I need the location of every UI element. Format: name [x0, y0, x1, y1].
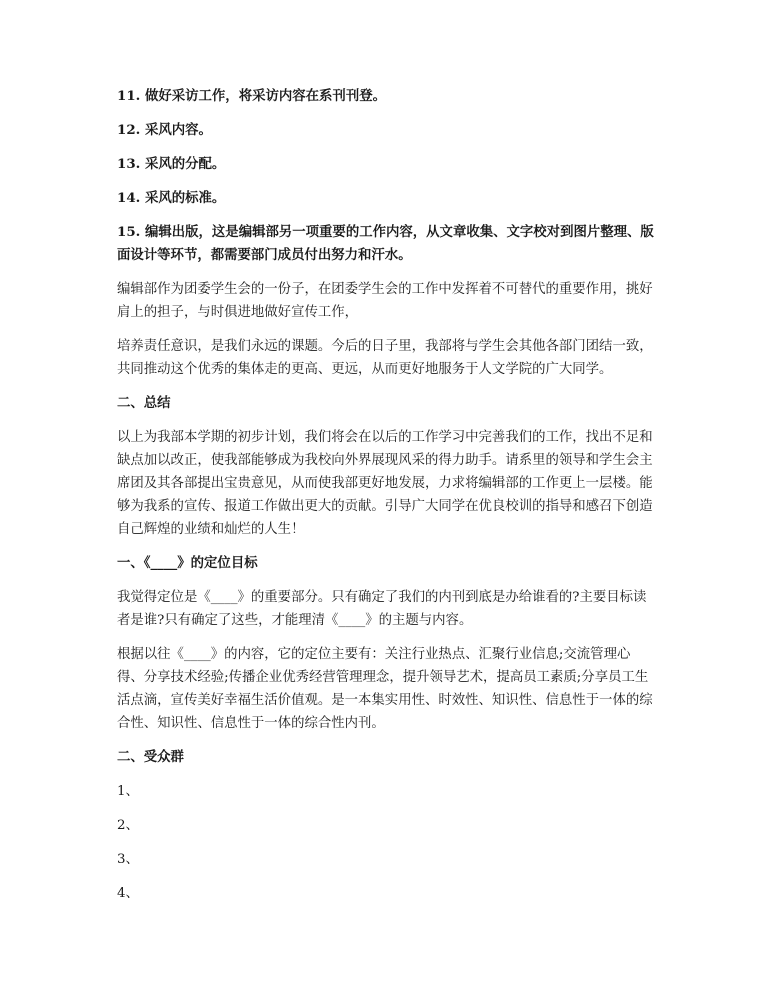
paragraph-summary: 以上为我部本学期的初步计划，我们将会在以后的工作学习中完善我们的工作，找出不足和缺点加以改正，使我部能够成为我校向外界展现风采的得力助手。请系里的领导和学生会主席团及其各部提出宝贵意见，从而使我部更好地发展，力求将编辑部的工作更上一层楼。能够为我系的宣传、报道工作做出更大的贡献。引导广大同学在优良校训的指导和感召下创造自己辉煌的业绩和灿烂的人生！: [117, 430, 653, 537]
heading-summary: 二、总结: [117, 395, 171, 411]
paragraph-item-13: 13. 采风的分配。: [117, 156, 226, 172]
list-item-4: 4、: [117, 886, 139, 901]
paragraph-item-14: 14. 采风的标准。: [117, 190, 226, 206]
paragraph-item-12: 12. 采风内容。: [117, 122, 212, 138]
heading-audience: 二、受众群: [117, 749, 184, 765]
heading-positioning: 一、《____》的定位目标: [117, 555, 258, 571]
paragraph-item-15: 15. 编辑出版，这是编辑部另一项重要的工作内容，从文章收集、文字校对到图片整理、版面设计等环节，都需要部门成员付出努力和汗水。: [117, 224, 654, 263]
paragraph-item-11: 11. 做好采访工作，将采访内容在系刊刊登。: [117, 88, 386, 104]
list-item-1: 1、: [117, 784, 139, 799]
paragraph-responsibility: 培养责任意识，是我们永远的课题。今后的日子里，我部将与学生会其他各部门团结一致，共同推动这个优秀的集体走的更高、更远，从而更好地服务于人文学院的广大同学。: [117, 339, 653, 377]
list-item-3: 3、: [117, 852, 139, 867]
list-item-2: 2、: [117, 818, 139, 833]
document-body: [117, 85, 657, 905]
paragraph-editorial-role: 编辑部作为团委学生会的一份子，在团委学生会的工作中发挥着不可替代的重要作用，挑好肩上的担子，与时俱进地做好宣传工作，: [117, 282, 653, 320]
paragraph-positioning-detail: 根据以往《____》的内容，它的定位主要有：关注行业热点、汇聚行业信息;交流管理心得、分享技术经验;传播企业优秀经营管理理念，提升领导艺术，提高员工素质;分享员工生活点滴，宣传美好幸福生活价值观。是一本集实用性、时效性、知识性、信息性于一体的综合性、知识性、信息性于一体的综合性内刊。: [117, 647, 653, 731]
paragraph-positioning: 我觉得定位是《____》的重要部分。只有确定了我们的内刊到底是办给谁看的?主要目标读者是谁?只有确定了这些，才能理清《____》的主题与内容。: [117, 590, 647, 628]
